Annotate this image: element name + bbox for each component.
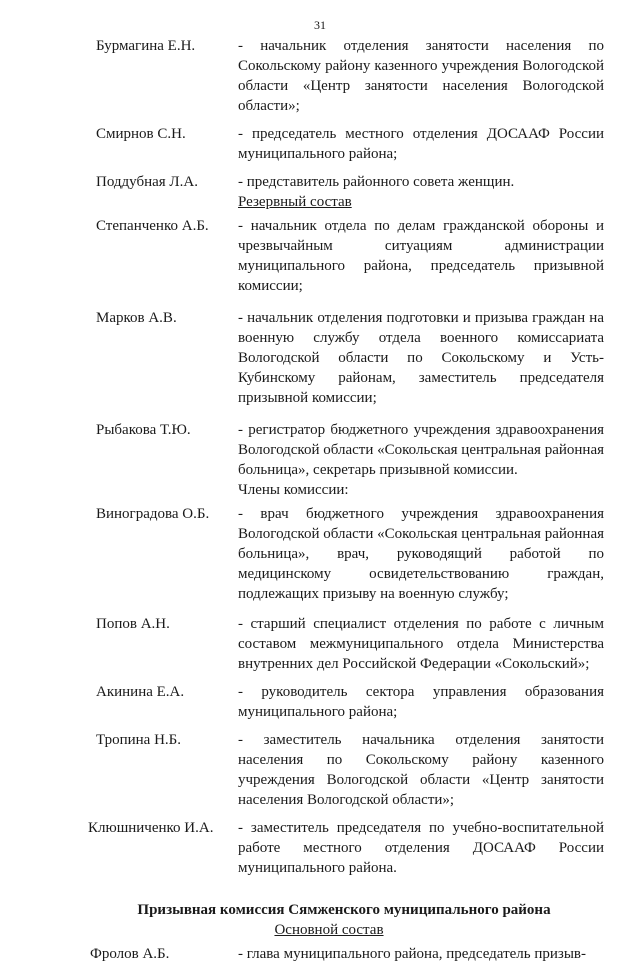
member-entry [0,36,640,116]
member-role: - глава муниципального района, председатель призыв- [238,946,586,962]
member-entry [0,944,640,964]
member-name: Попов А.Н. [96,616,170,632]
member-role: - старший специалист отделения по работе с личным составом межмуниципального отдела Министерства внутренних дел Российской Федерации «Сокольский»; [238,616,604,672]
member-entry [0,682,640,722]
member-entry [0,308,640,408]
member-name: Виноградова О.Б. [96,506,210,522]
member-role: - представитель районного совета женщин. [238,174,515,190]
member-entry [0,216,640,296]
member-entry [0,124,640,164]
member-name: Клюшниченко И.А. [88,820,214,836]
member-role: - начальник отделения подготовки и призыва граждан на военную службу отдела военного комиссариата Вологодской области по Сокольскому и Усть-Кубинскому районам, заместитель председателя призывной комиссии; [238,310,604,406]
entries-section [0,944,640,964]
member-role: - председатель местного отделения ДОСААФ России муниципального района; [238,126,604,162]
section-title: Призывная комиссия Сямженского муниципального района [137,902,551,918]
member-entry [0,420,640,480]
member-name: Бурмагина Е.Н. [96,38,196,54]
section-subheading: Основной состав [274,922,384,938]
member-name: Фролов А.Б. [90,946,170,962]
member-entry [0,172,640,192]
member-name: Марков А.В. [96,310,177,326]
entries-reserve [0,216,640,480]
member-name: Поддубная Л.А. [96,174,198,190]
member-name: Смирнов С.Н. [96,126,186,142]
members-heading: Члены комиссии: [238,482,349,498]
member-role: - заместитель начальника отделения занятости населения по Сокольскому району казенного учреждения Вологодской области «Центр занятости населения Вологодской области»; [238,732,604,808]
member-entry [0,730,640,810]
member-role: - регистратор бюджетного учреждения здравоохранения Вологодской области «Сокольская центральная районная больница», секретарь призывной комиссии. [238,422,605,478]
entries-main [0,36,640,192]
member-role: - руководитель сектора управления образования муниципального района; [238,684,604,720]
member-name: Рыбакова Т.Ю. [96,422,191,438]
member-name: Тропина Н.Б. [96,732,182,748]
document-body [0,36,640,968]
member-name: Акинина Е.А. [96,684,185,700]
reserve-heading: Резервный состав [238,194,352,210]
member-entry [0,614,640,674]
member-role: - начальник отдела по делам гражданской обороны и чрезвычайным ситуациям администрации муниципального района, председатель призывной комиссии; [238,218,604,294]
page-number: 31 [314,18,326,32]
member-entry [0,504,640,604]
member-entry [0,818,640,878]
entries-members [0,504,640,878]
member-role: - заместитель председателя по учебно-воспитательной работе местного отделения ДОСААФ России муниципального района. [238,820,604,876]
member-role: - начальник отделения занятости населения по Сокольскому району казенного учреждения Вологодской области «Центр занятости населения Вологодской области»; [238,38,604,114]
member-role: - врач бюджетного учреждения здравоохранения Вологодской области «Сокольская центральная районная больница», врач, руководящий работой по медицинскому освидетельствованию граждан, подлежащих призыву на военную службу; [238,506,605,602]
member-name: Степанченко А.Б. [96,218,209,234]
